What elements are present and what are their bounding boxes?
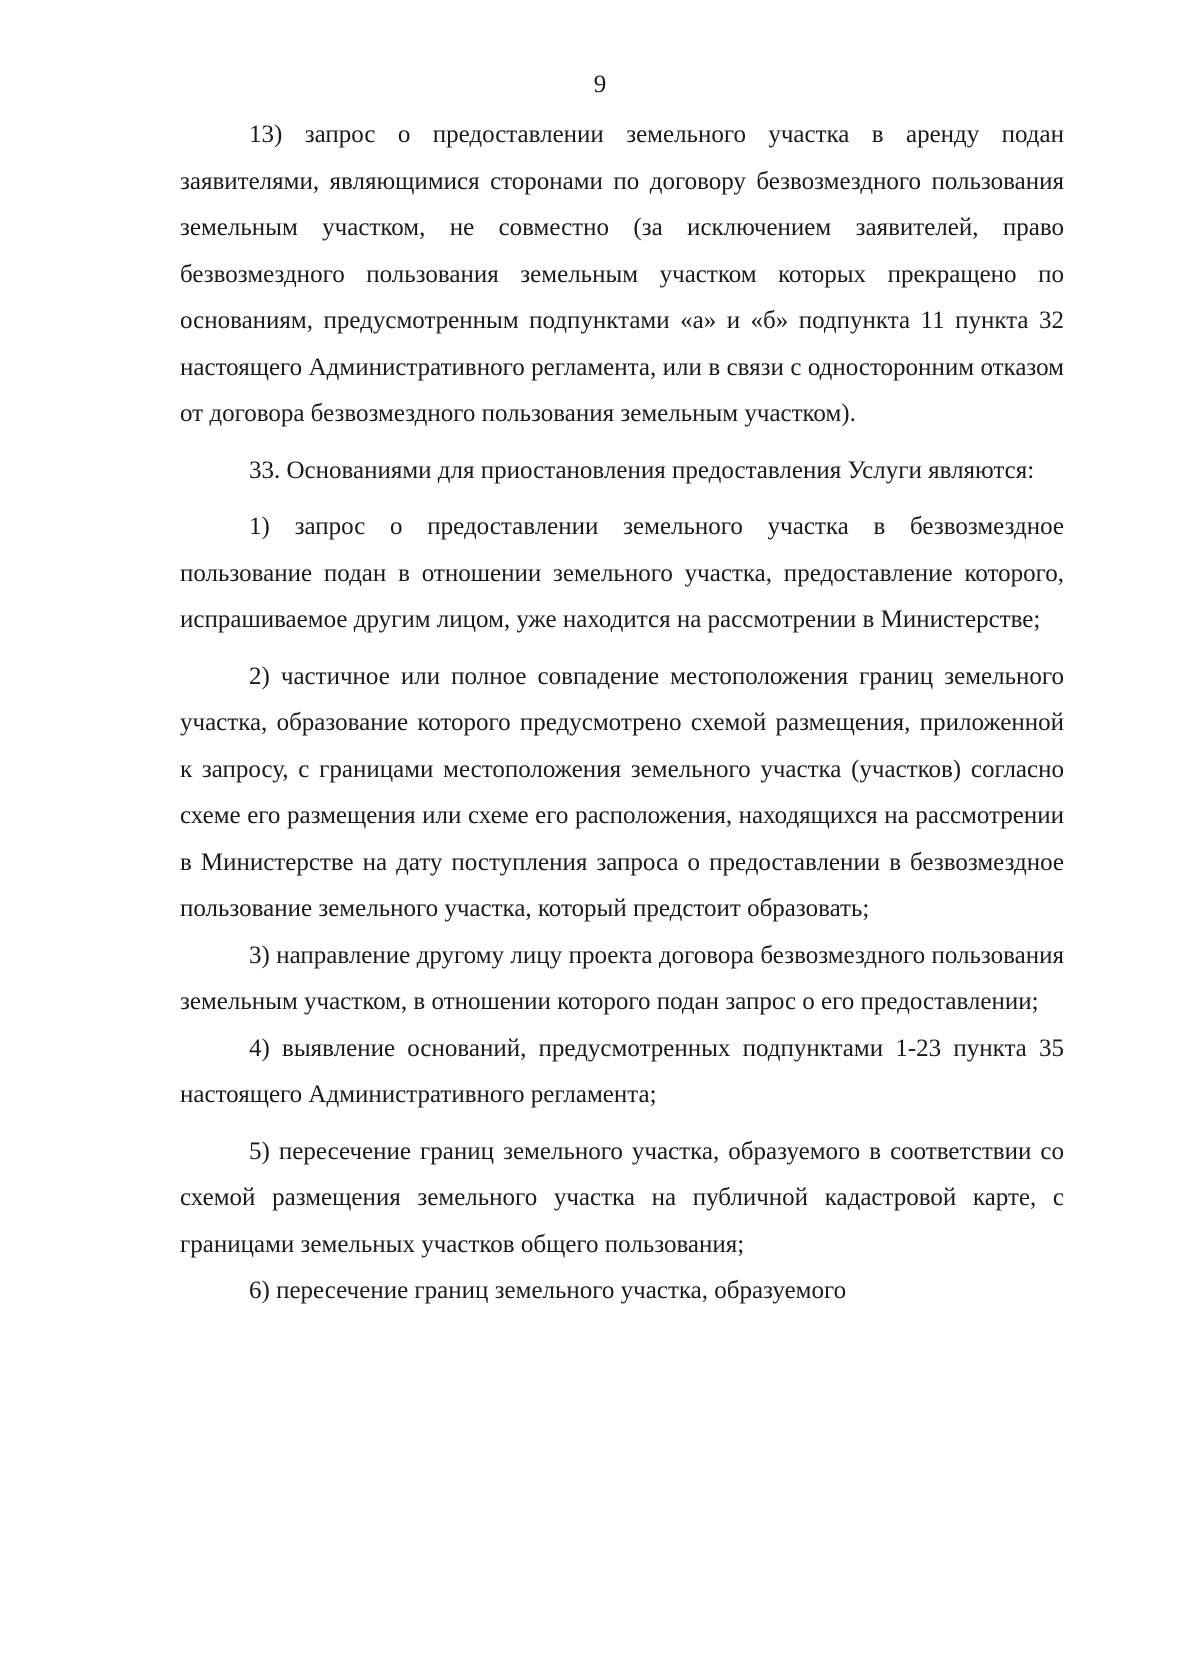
page-number: 9: [593, 71, 607, 98]
paragraph-item-5: 5) пересечение границ земельного участка, образуемого в соответствии со схемой размещения земельного участка на публичной кадастровой карте, с границами земельных участков общего пользования;: [180, 1137, 1064, 1258]
paragraph-item-6: 6) пересечение границ земельного участка, образуемого: [249, 1277, 847, 1304]
paragraph-item-4: 4) выявление оснований, предусмотренных подпунктами 1-23 пункта 35 настоящего Административного регламента;: [180, 1034, 1064, 1108]
paragraph-item-13: 13) запрос о предоставлении земельного участка в аренду подан заявителями, являющимися сторонами по договору безвозмездного пользования земельным участком, не совместно (за исключением заявителей, право безвозмездного пользования земельным участком которых прекращено по основаниям, предусмотренным подпунктами «а» и «б» подпункта 11 пункта 32 настоящего Административного регламента, или в связи с односторонним отказом от договора безвозмездного пользования земельным участком).: [180, 121, 1064, 427]
paragraph-item-2: 2) частичное или полное совпадение местоположения границ земельного участка, образование которого предусмотрено схемой размещения, приложенной к запросу, с границами местоположения земельного участка (участков) согласно схеме его размещения или схеме его расположения, находящихся на рассмотрении в Министерстве на дату поступления запроса о предоставлении в безвозмездное пользование земельного участка, который предстоит образовать;: [180, 662, 1064, 922]
paragraph-item-1: 1) запрос о предоставлении земельного участка в безвозмездное пользование подан в отношении земельного участка, предоставление которого, испрашиваемое другим лицом, уже находится на рассмотрении в Министерстве;: [180, 513, 1064, 633]
document-body: [180, 112, 1064, 1315]
paragraph-section-33: 33. Основаниями для приостановления предоставления Услуги являются:: [249, 456, 1035, 484]
paragraph-item-3: 3) направление другому лицу проекта договора безвозмездного пользования земельным участком, в отношении которого подан запрос о его предоставлении;: [180, 941, 1064, 1015]
